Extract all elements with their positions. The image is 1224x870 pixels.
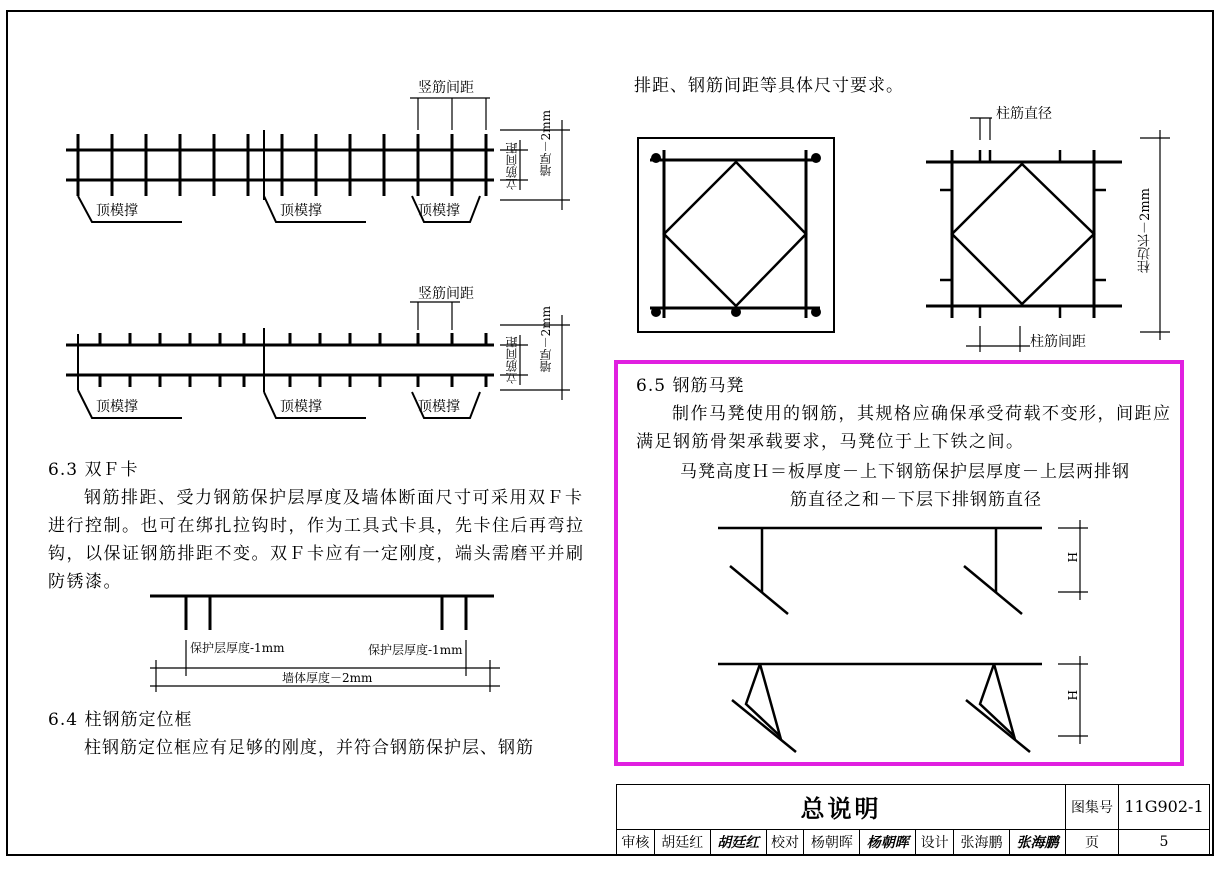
top-brace-label: 顶模撑 <box>280 399 322 415</box>
top-brace-label: 顶模撑 <box>280 203 322 219</box>
h-mark-1: H <box>1065 552 1079 563</box>
section-6-4-body-line1: 柱钢筋定位框应有足够的刚度，并符合钢筋保护层、钢筋 <box>84 738 534 758</box>
check-label: 校对 <box>766 829 804 855</box>
column-bar-spacing-label: 柱筋间距 <box>1030 334 1086 350</box>
stand-spacing-label-2: 立筋间距 <box>505 336 519 384</box>
drawing-title: 总说明 <box>617 785 1066 830</box>
wall-total-label: 墙体厚度－2mm <box>282 671 373 685</box>
section-6-3-heading: 6.3 双Ｆ卡 <box>48 460 139 480</box>
design-label: 设计 <box>916 829 954 855</box>
atlas-label: 图集号 <box>1066 785 1119 830</box>
top-brace-label: 顶模撑 <box>418 203 460 219</box>
checker-name: 杨朝晖 <box>804 829 860 855</box>
stand-spacing-label-1: 立筋间距 <box>505 142 519 190</box>
wall-thickness-label-1: 墙厚－2mm <box>539 110 553 177</box>
cover-thickness-label-1: 保护层厚度-1mm <box>190 641 285 655</box>
cover-thickness-label-2: 保护层厚度-1mm <box>368 643 463 657</box>
vertical-spacing-label-1: 竖筋间距 <box>418 80 474 96</box>
h-mark-2: H <box>1065 690 1079 701</box>
top-brace-label: 顶模撑 <box>96 203 138 219</box>
designer-signature: 张海鹏 <box>1009 829 1065 855</box>
column-side-length-label: 柱边长－2mm <box>1138 188 1153 273</box>
checker-signature: 杨朝晖 <box>860 829 916 855</box>
reviewer-name: 胡廷红 <box>654 829 710 855</box>
section-6-4-heading: 6.4 柱钢筋定位框 <box>48 710 193 730</box>
page-label: 页 <box>1066 829 1119 855</box>
section-6-3-body: 钢筋排距、受力钢筋保护层厚度及墙体断面尺寸可采用双Ｆ卡进行控制。也可在绑扎拉钩时，作为工具式卡具，先卡住后再弯拉钩，以保证钢筋排距不变。双Ｆ卡应有一定刚度，端头需磨平并刷防锈漆。 <box>48 488 585 592</box>
section-6-5-heading: 6.5 钢筋马凳 <box>636 376 745 396</box>
top-brace-label: 顶模撑 <box>418 399 460 415</box>
column-bar-diameter-label: 柱筋直径 <box>996 106 1052 122</box>
top-brace-label: 顶模撑 <box>96 399 138 415</box>
page-number: 5 <box>1119 829 1210 855</box>
reviewer-signature: 胡廷红 <box>710 829 766 855</box>
atlas-number: 11G902-1 <box>1119 785 1210 830</box>
review-label: 审核 <box>617 829 655 855</box>
section-6-5-formula-line2: 筋直径之和－下层下排钢筋直径 <box>790 490 1042 510</box>
vertical-spacing-label-2: 竖筋间距 <box>418 286 474 302</box>
designer-name: 张海鹏 <box>954 829 1010 855</box>
wall-thickness-label-2: 墙厚－2mm <box>539 306 553 373</box>
section-6-5-formula-line1: 马凳高度Ｈ＝板厚度－上下钢筋保护层厚度－上层两排钢 <box>680 462 1130 482</box>
section-6-5-body: 制作马凳使用的钢筋，其规格应确保承受荷载不变形，间距应满足钢筋骨架承载要求，马凳位于上下铁之间。 <box>636 404 1172 452</box>
section-6-4-body-line2: 排距、钢筋间距等具体尺寸要求。 <box>634 76 904 96</box>
title-block <box>616 784 1210 856</box>
